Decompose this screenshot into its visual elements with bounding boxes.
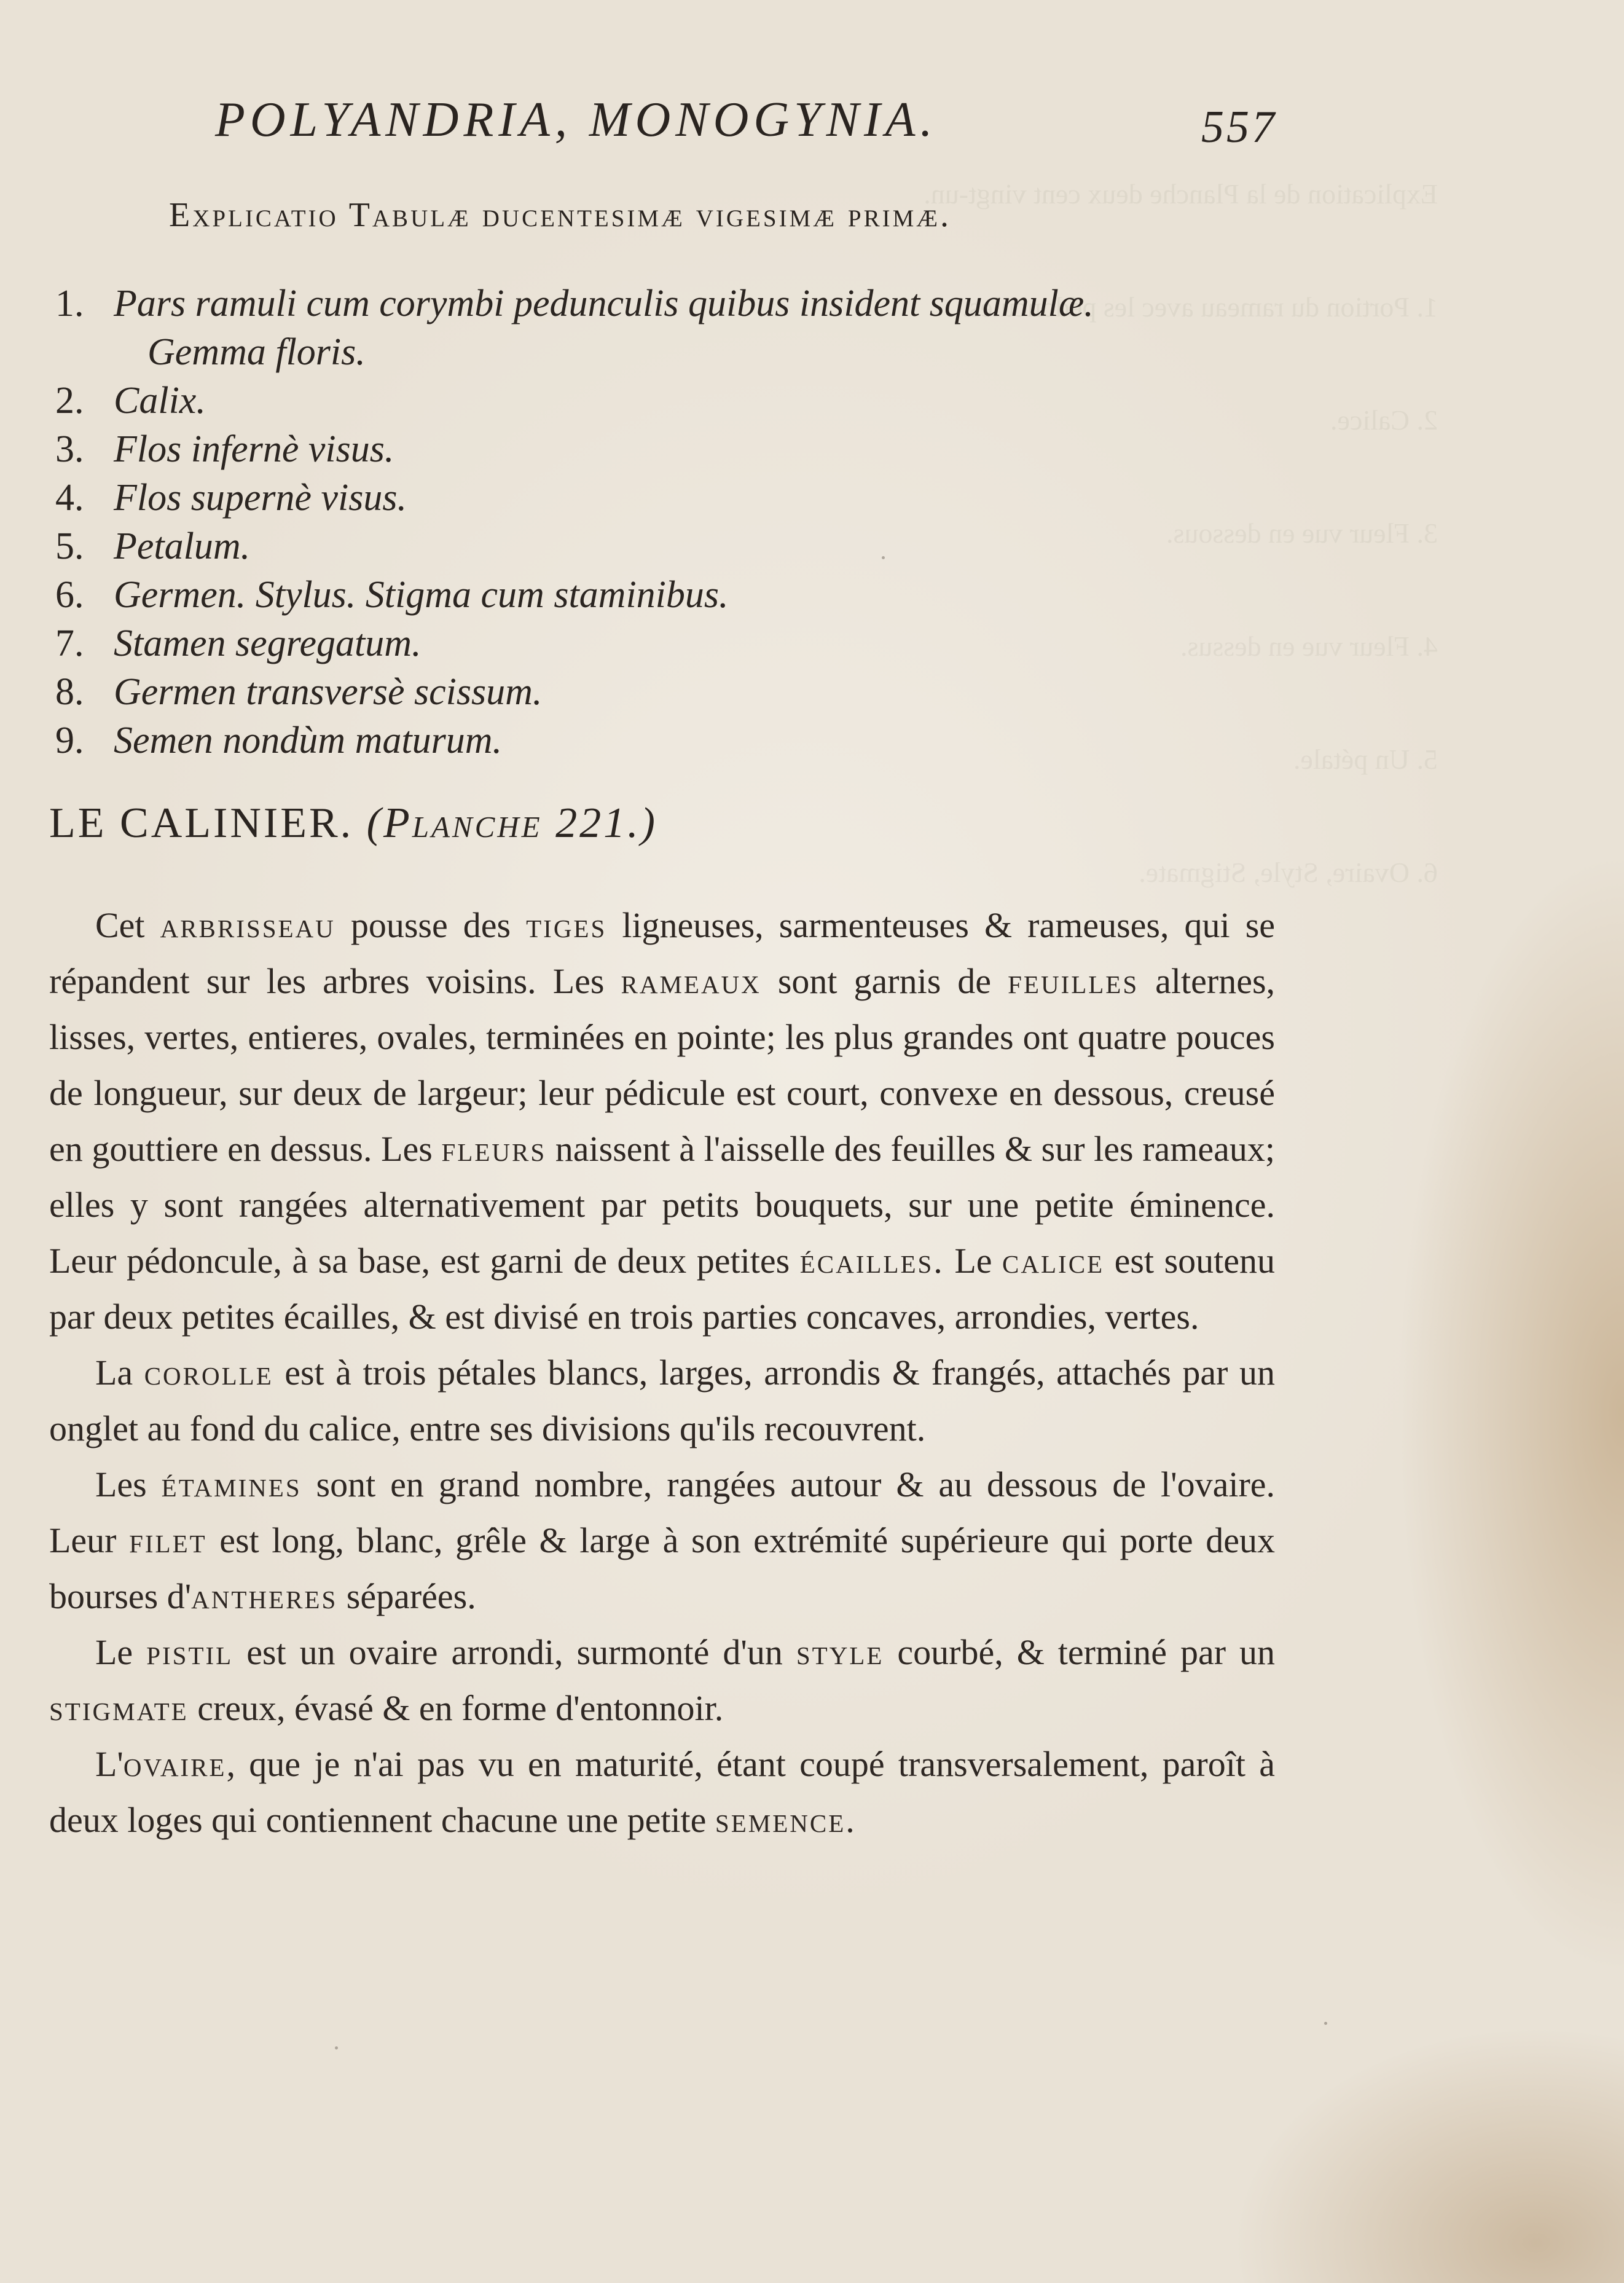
- item-text: Stamen segregatum.: [114, 623, 422, 664]
- text-run: La: [95, 1353, 144, 1393]
- show-through-text: Explication de la Planche deux cent vingt-un. 1. Portion du rameau avec les pédoncules. 2. Calice. 3. Fleur vue en dessous. 4. Fleur vue en dessus. 5. Un pétale. 6. Ovaire, Style, Stigmate.: [924, 178, 1438, 888]
- term: ovaire: [123, 1744, 227, 1784]
- text-run: est un ovaire arrondi, surmonté d'un: [233, 1632, 796, 1672]
- text-run: courbé, & terminé par un: [884, 1632, 1276, 1672]
- term: rameaux: [621, 961, 761, 1001]
- item-number: 6.: [55, 574, 84, 616]
- text-run: pousse des: [335, 905, 527, 945]
- term: étamines: [161, 1464, 302, 1504]
- term: écailles.: [799, 1241, 944, 1281]
- paper-speck: [1324, 2022, 1327, 2025]
- plate-figure-list: [55, 280, 1469, 765]
- term: calice: [1002, 1241, 1105, 1281]
- term: semence.: [715, 1800, 857, 1840]
- text-run: Le: [95, 1632, 147, 1672]
- text-run: est à trois pétales blancs, larges, arrondis & frangés, attachés par un onglet au fond du calice, entre ses divisions qu'ils recouvrent.: [49, 1353, 1275, 1448]
- term: corolle: [144, 1353, 273, 1393]
- term: feuilles: [1008, 961, 1139, 1001]
- text-run: Cet: [95, 905, 160, 945]
- text-run: , que je n'ai pas vu en maturité, étant coupé transversalement, paroît à deux loges qui contiennent chacune une petite: [49, 1744, 1275, 1840]
- item-text: Petalum.: [114, 525, 251, 567]
- term: stigmate: [49, 1688, 189, 1728]
- description-body: [49, 897, 1275, 1848]
- item-number: 1.: [55, 283, 84, 324]
- paragraph-ovary: [49, 1736, 1275, 1848]
- paper-speck: [335, 2046, 338, 2049]
- section-heading: [49, 799, 657, 848]
- text-run: alternes, lisses, vertes, entieres, ovales, terminées en pointe; les plus grandes ont quatre pouces de longueur, sur deux de largeur; leur pédicule est court, convexe en dessous, creusé en gouttiere en dessus. Les: [49, 961, 1276, 1169]
- text-run: sont en grand nombre, rangées autour & au dessous de l'ovaire. Leur: [49, 1464, 1276, 1560]
- running-title: POLYANDRIA, MONOGYNIA.: [215, 93, 938, 147]
- item-text: Germen. Stylus. Stigma cum staminibus.: [114, 574, 729, 616]
- item-text: Calix.: [114, 380, 206, 422]
- term: fleurs: [441, 1129, 547, 1169]
- item-number: 2.: [55, 380, 84, 422]
- item-text: Germen transversè scissum.: [114, 671, 543, 713]
- item-number: 9.: [55, 720, 84, 761]
- item-text: Semen nondùm maturum.: [114, 720, 502, 761]
- plate-item: [55, 717, 1469, 765]
- text-run: L': [95, 1744, 124, 1784]
- item-number: 8.: [55, 671, 84, 713]
- text-run: ligneuses, sarmenteuses & rameuses, qui se répandent sur les arbres voisins. Les: [49, 905, 1276, 1001]
- section-title: LE CALINIER.: [49, 800, 354, 847]
- plate-item: [55, 377, 1469, 425]
- item-text: Flos infernè visus.: [114, 428, 394, 470]
- item-number: 3.: [55, 428, 84, 470]
- text-run: est long, blanc, grêle & large à son extrémité supérieure qui porte deux bourses d': [49, 1520, 1275, 1616]
- item-text: Flos supernè visus.: [114, 477, 407, 519]
- item-number: 5.: [55, 525, 84, 567]
- plate-explanation-title: Explicatio Tabulæ ducentesimæ vigesimæ primæ.: [169, 196, 951, 234]
- plate-item: [55, 668, 1469, 717]
- paper-speck: [882, 556, 885, 559]
- term: filet: [129, 1520, 207, 1560]
- text-run: séparées.: [337, 1576, 476, 1616]
- paragraph-corolla: [49, 1345, 1275, 1456]
- text-run: naissent à l'aisselle des feuilles & sur les rameaux; elles y sont rangées alternativement par petits bouquets, sur une petite éminence. Leur pédoncule, à sa base, est garni de deux petites: [49, 1129, 1275, 1281]
- plate-reference: (Planche 221.): [366, 800, 657, 847]
- term: antheres: [191, 1576, 338, 1616]
- text-run: Les: [95, 1464, 162, 1504]
- paragraph-shrub: [49, 897, 1275, 1345]
- plate-item: [55, 571, 1469, 619]
- plate-item: [55, 474, 1469, 522]
- text-run: creux, évasé & en forme d'entonnoir.: [188, 1688, 724, 1728]
- term: style: [796, 1632, 884, 1672]
- term: arbrisseau: [160, 905, 335, 945]
- paragraph-pistil: [49, 1624, 1275, 1736]
- text-run: est soutenu par deux petites écailles, & est divisé en trois parties concaves, arrondies, vertes.: [49, 1241, 1276, 1337]
- paragraph-stamens: [49, 1456, 1275, 1624]
- page-number: 557: [1201, 102, 1277, 152]
- plate-item: [55, 522, 1469, 571]
- text-run: sont garnis de: [761, 961, 1008, 1001]
- text-run: Le: [944, 1241, 1003, 1281]
- item-number: 7.: [55, 623, 84, 664]
- plate-item: [55, 619, 1469, 668]
- plate-item: [55, 425, 1469, 474]
- term: tiges: [526, 905, 607, 945]
- item-continuation: Gemma floris.: [147, 331, 366, 373]
- item-number: 4.: [55, 477, 84, 519]
- item-text: Pars ramuli cum corymbi pedunculis quibus insident squamulæ.: [114, 283, 1094, 324]
- term: pistil: [146, 1632, 233, 1672]
- plate-item: [55, 280, 1469, 377]
